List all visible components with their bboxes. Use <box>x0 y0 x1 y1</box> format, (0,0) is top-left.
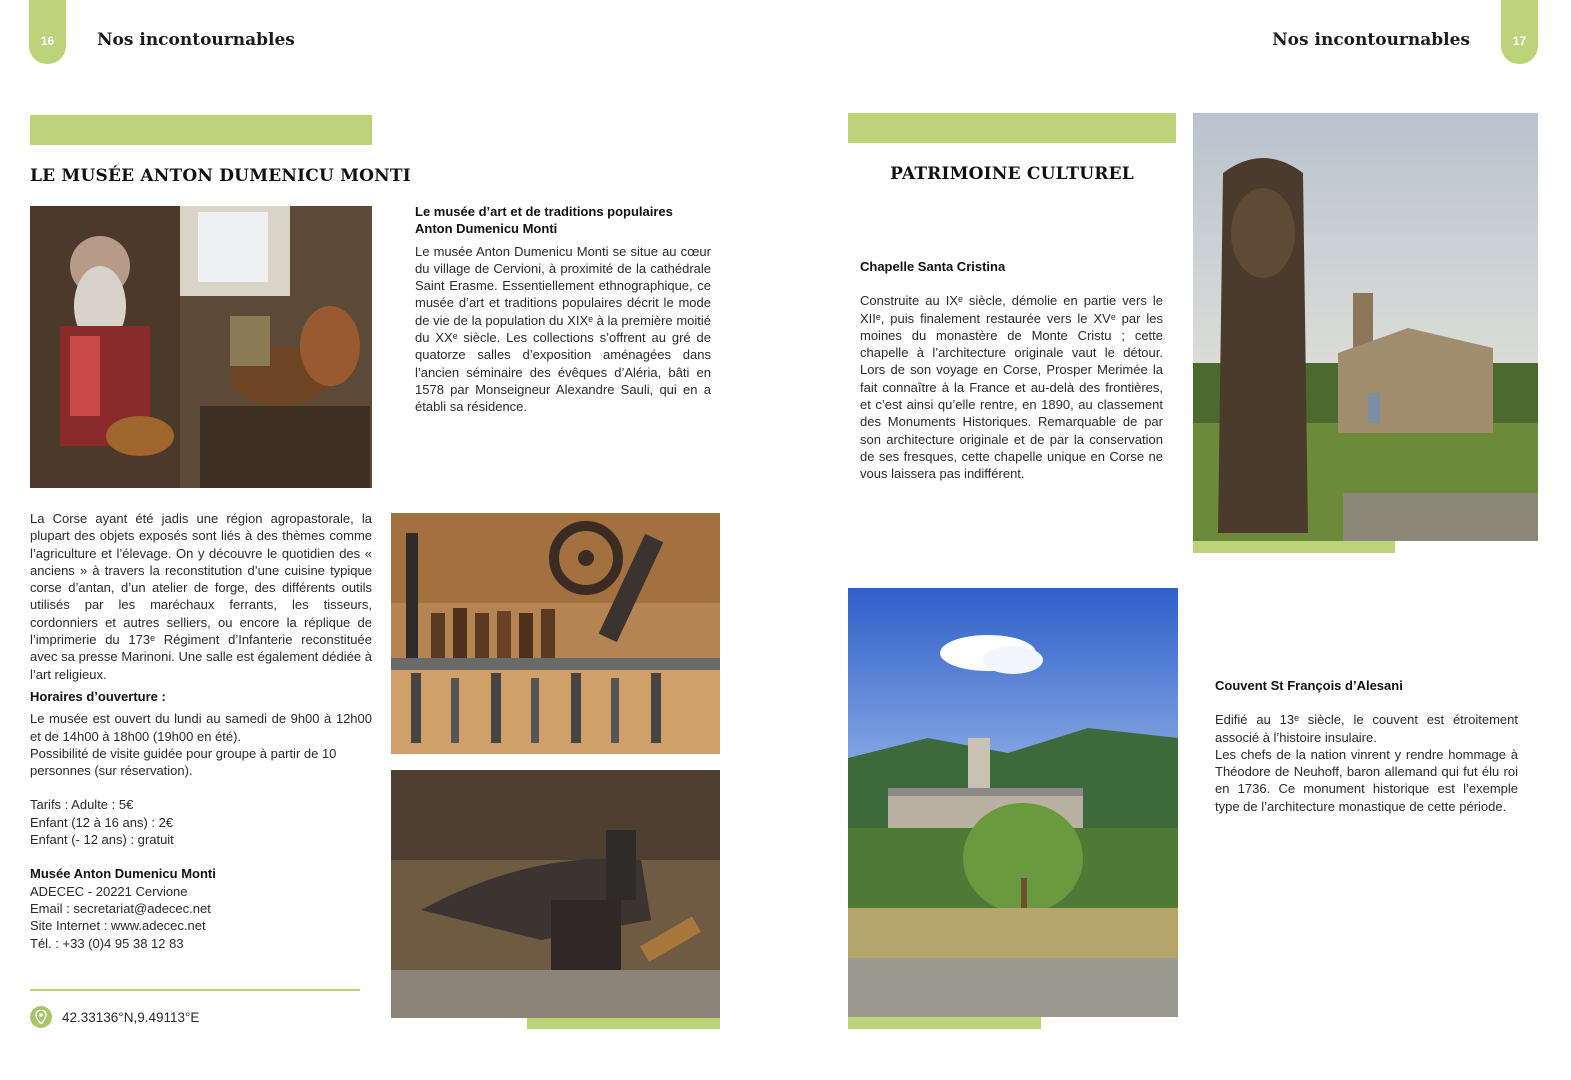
location-pin-icon <box>30 1006 52 1028</box>
convent-block <box>1215 677 1518 815</box>
tarif-child: Enfant (12 à 16 ans) : 2€ <box>30 814 174 830</box>
divider-line <box>30 989 360 991</box>
accent-bar-bottom-left <box>527 1018 720 1029</box>
page-number: 17 <box>1512 34 1527 48</box>
tarif-small-child: Enfant (- 12 ans) : gratuit <box>30 832 174 848</box>
convent-title: Couvent St François d’Alesani <box>1215 678 1403 693</box>
main-text-block <box>30 510 372 952</box>
accent-bar <box>30 115 372 145</box>
gps-coordinates: 42.33136°N,9.49113°E <box>62 1010 200 1025</box>
museum-description: La Corse ayant été jadis une région agropastorale, la plupart des objets exposés sont liés à des thèmes comme l’agriculture et l’élevage. On y découvre le quotidien des « anciens » à travers la reconstitution d’une cuisine typique corse d’antan, d’un atelier de forge, des différents outils utilisés par les maréchaux ferrants, les tisseurs, cordonniers et autres selliers, ou encore la réplique de l’imprimerie du 173ᵉ Régiment d’Infanterie reconstituée avec sa presse Marinoni. Une salle est également dédiée à l’art religieux. <box>30 511 372 682</box>
chapel-santa-cristina-photo <box>1193 113 1538 541</box>
couvent-alesani-photo <box>848 588 1178 1017</box>
accent-bar-chapel <box>1193 541 1395 553</box>
page-number-tab-17 <box>1501 0 1538 64</box>
running-title-left: Nos incontournables <box>97 30 295 50</box>
contact-name: Musée Anton Dumenicu Monti <box>30 866 216 882</box>
chapel-block <box>860 258 1163 483</box>
intro-block <box>415 203 711 416</box>
section-title-museum: LE MUSÉE ANTON DUMENICU MONTI <box>30 166 411 186</box>
forge-tools-photo <box>391 513 720 754</box>
hours-line1: Le musée est ouvert du lundi au samedi de 9h00 à 12h00 et de 14h00 à 18h00 (19h00 en été). <box>30 711 372 744</box>
page-number-tab-16 <box>29 0 66 64</box>
tarif-adult: Tarifs : Adulte : 5€ <box>30 797 134 813</box>
accent-bar <box>848 113 1176 143</box>
hours-line2: Possibilité de visite guidée pour groupe à partir de 10 personnes (sur réservation). <box>30 745 337 779</box>
chapel-text: Construite au IXᵉ siècle, démolie en partie vers le XIIᵉ, puis finalement restaurée vers le XVᵉ par les moines du monastère de Monte Cristu ; cette chapelle à l’architecture originale vaut le détour. Lors de son voyage en Corse, Prosper Merimée la fait connaître à la France et au-delà des frontières, et c’est ainsi qu’elle rentre, en 1890, au classement des Monuments Historiques. Remarquable de par son architecture originale et de par la conservation de ses fresques, cette chapelle unique en Corse ne vous laissera pas indifférent. <box>860 293 1163 482</box>
hours-title: Horaires d’ouverture : <box>30 688 166 704</box>
contact-address: ADECEC - 20221 Cervione <box>30 883 188 899</box>
intro-title-line1: Le musée d’art et de traditions populaires <box>415 204 673 219</box>
chapel-title: Chapelle Santa Cristina <box>860 259 1006 274</box>
museum-interior-photo <box>30 206 372 488</box>
contact-website[interactable]: Site Internet : www.adecec.net <box>30 918 206 934</box>
convent-text-2: Les chefs de la nation vinrent y rendre hommage à Théodore de Neuhoff, baron allemand qui fut élu roi en 1736. Ce monument historique est l’exemple type de l’architecture monastique de cette période. <box>1215 746 1518 814</box>
intro-title-line2: Anton Dumenicu Monti <box>415 221 558 237</box>
page-number: 16 <box>40 34 55 48</box>
intro-text: Le musée Anton Dumenicu Monti se situe au cœur du village de Cervioni, à proximité de la cathédrale Saint Erasme. Essentiellement ethnographique, ce musée d’art et traditions populaires décrit le mode de vie de la population du XIXᵉ à la première moitié du XXᵉ siècle. Les collections s’offrent au gré de quatorze salles d’exposition aménagées dans l’ancien séminaire des évêques d’Aléria, bâti en 1578 par Monseigneur Alexandre Sauli, qui en a établi sa résidence. <box>415 243 711 415</box>
running-title-right: Nos incontournables <box>1272 30 1470 50</box>
contact-phone: Tél. : +33 (0)4 95 38 12 83 <box>30 935 184 951</box>
anvil-photo <box>391 770 720 1018</box>
convent-text: Edifié au 13ᵉ siècle, le couvent est étroitement associé à l’histoire insulaire. <box>1215 712 1518 745</box>
contact-email[interactable]: Email : secretariat@adecec.net <box>30 900 211 916</box>
accent-bar-convent <box>848 1017 1041 1029</box>
section-title-heritage: PATRIMOINE CULTUREL <box>890 164 1134 184</box>
